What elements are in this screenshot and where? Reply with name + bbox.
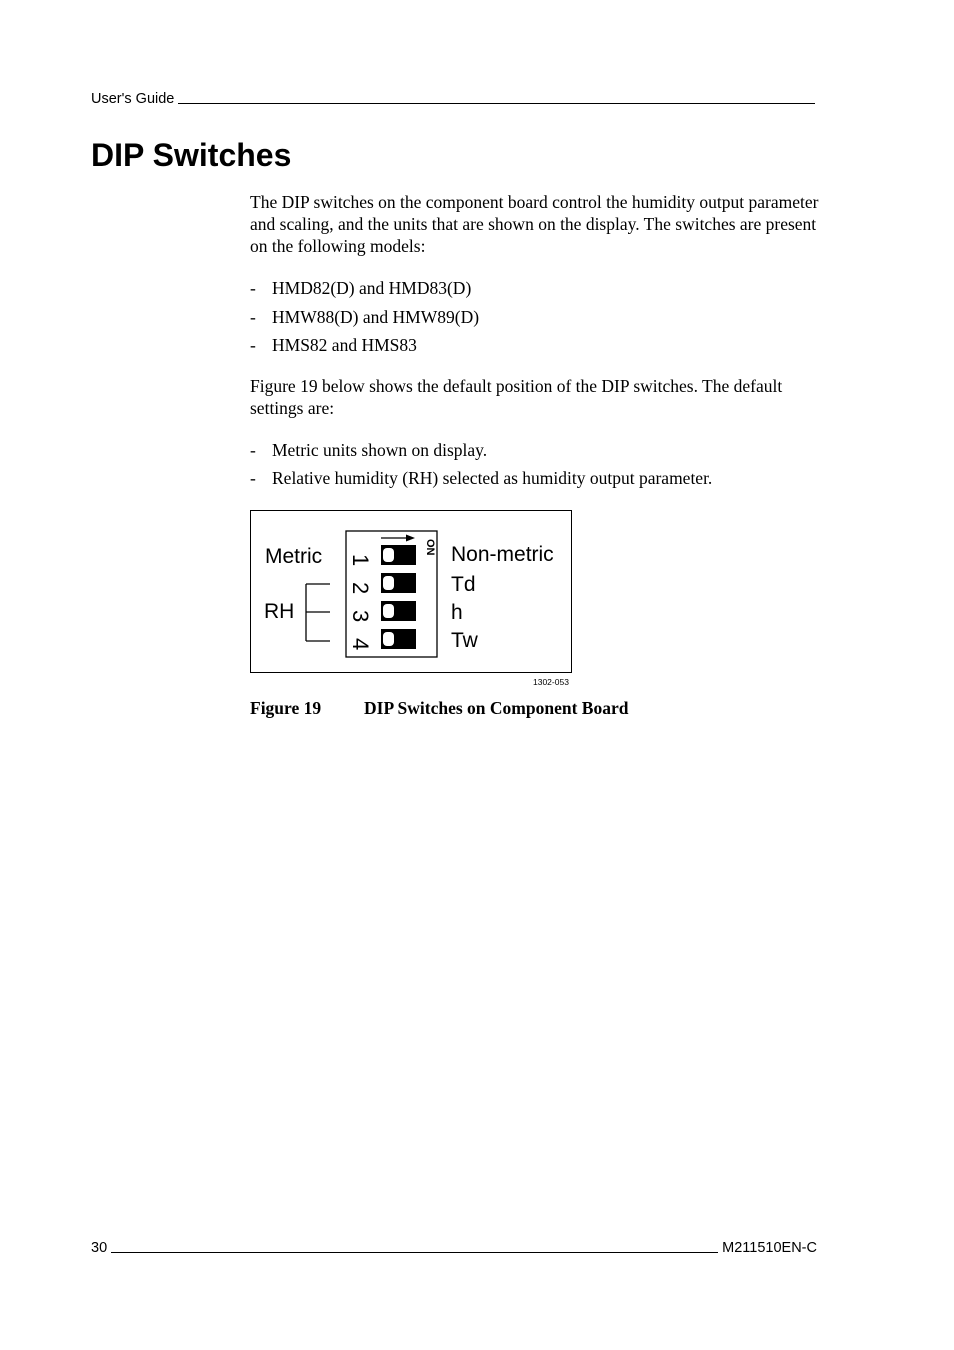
- dip-switch-1: [381, 545, 416, 565]
- dip-switch-diagram: [251, 511, 573, 674]
- td-label: Td: [451, 573, 476, 596]
- footer-rule: [111, 1252, 718, 1253]
- page-number: 30: [91, 1240, 108, 1256]
- document-id: M211510EN-C: [722, 1240, 817, 1256]
- figure-code: 1302-053: [533, 677, 569, 687]
- defaults-list: [250, 439, 820, 496]
- page-footer: [91, 1239, 817, 1257]
- dip-switch-figure: [250, 510, 572, 673]
- switch-number-4: 4: [348, 638, 373, 651]
- caption-number: Figure 19: [250, 698, 322, 718]
- intro-paragraph: The DIP switches on the component board control the humidity output parameter and scaling, and the units that are shown on the display. The switches are present on the following models:: [250, 192, 819, 256]
- rh-label: RH: [264, 600, 295, 623]
- on-arrow: [381, 535, 415, 542]
- metric-label: Metric: [265, 545, 323, 568]
- models-list: [250, 277, 820, 363]
- on-label: ON: [424, 539, 436, 556]
- dip-switch-2: [381, 573, 416, 593]
- rh-bracket: [306, 584, 330, 641]
- list-item: - HMD82(D) and HMD83(D): [250, 278, 472, 298]
- list-item: - HMS82 and HMS83: [250, 335, 417, 355]
- list-item: - Relative humidity (RH) selected as humidity output parameter.: [250, 468, 713, 488]
- h-label: h: [451, 601, 463, 624]
- header-text: User's Guide: [91, 91, 175, 107]
- page-title: DIP Switches: [91, 137, 292, 173]
- list-item: - Metric units shown on display.: [250, 439, 488, 460]
- switch-number-1: 1: [348, 554, 373, 567]
- body-text: [250, 191, 820, 496]
- page-header: [91, 90, 815, 108]
- list-item: - HMW88(D) and HMW89(D): [250, 306, 480, 327]
- defaults-paragraph: Figure 19 below shows the default position of the DIP switches. The default settings are:: [250, 375, 783, 418]
- switch-number-2: 2: [348, 582, 373, 595]
- dip-switch-4: [381, 629, 416, 649]
- figure-caption: [250, 697, 628, 719]
- header-rule: [178, 103, 815, 104]
- switch-number-3: 3: [348, 610, 373, 623]
- dip-switch-3: [381, 601, 416, 621]
- non-metric-label: Non-metric: [451, 543, 554, 566]
- tw-label: Tw: [451, 629, 478, 652]
- caption-text: DIP Switches on Component Board: [364, 698, 629, 718]
